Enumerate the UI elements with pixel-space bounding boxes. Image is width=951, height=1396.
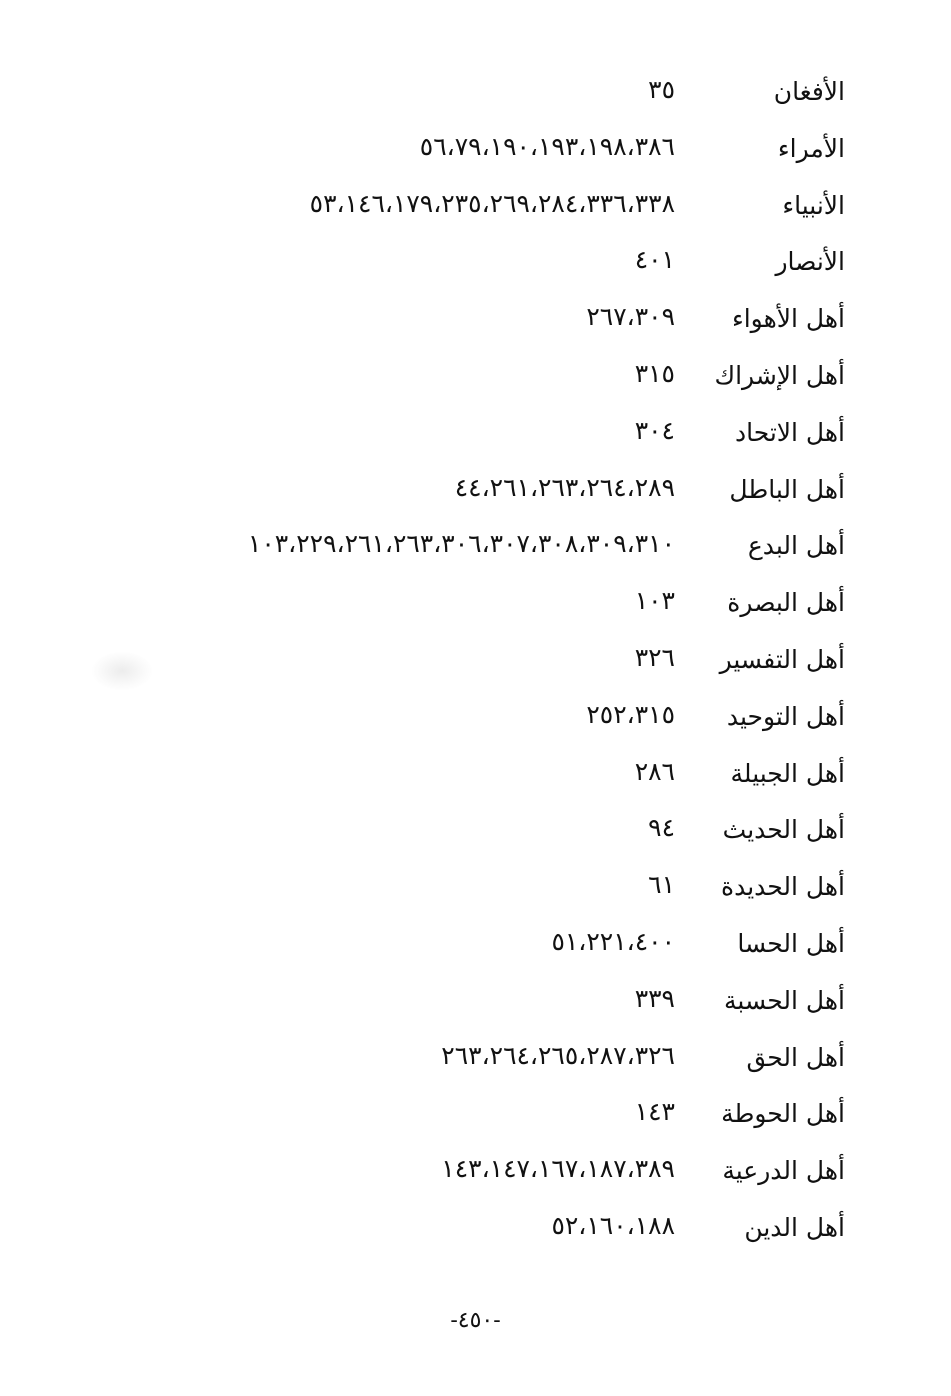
index-page-refs: ٣٥: [648, 75, 675, 104]
index-entry: [100, 810, 845, 867]
index-entry: [100, 299, 845, 356]
index-term: أهل الحق: [746, 1042, 845, 1072]
index-entry: [100, 867, 845, 924]
index-term: الأفغان: [773, 77, 845, 106]
index-list: [100, 72, 845, 1265]
index-term: أهل الحسا: [737, 928, 845, 958]
index-entry: [100, 640, 845, 697]
index-page-refs: ٦١: [648, 870, 675, 900]
index-entry: [100, 356, 845, 413]
index-term: أهل الحديدة: [720, 872, 845, 902]
index-term: أهل الجبيلة: [730, 758, 845, 788]
index-entry: [100, 583, 845, 640]
index-term: الأنصار: [775, 247, 845, 277]
index-page-refs: ٢٥٢،٣١٥: [586, 699, 675, 729]
index-page-refs: ١٤٣: [634, 1097, 675, 1127]
index-page-refs: ٢٦٧،٣٠٩: [586, 302, 675, 332]
index-entry: [100, 754, 845, 811]
index-term: أهل الحوطة: [721, 1099, 845, 1129]
index-term: أهل التوحيد: [726, 701, 845, 731]
index-page-refs: ٣١٥: [634, 358, 675, 388]
index-term: أهل الأهواء: [731, 304, 845, 334]
index-entry: [100, 1038, 845, 1095]
index-entry: [100, 1151, 845, 1208]
index-entry: [100, 1208, 845, 1265]
index-page-refs: ٣٣٩: [634, 983, 675, 1013]
index-entry: [100, 526, 845, 583]
index-entry: [100, 186, 845, 243]
index-entry: [100, 413, 845, 470]
index-entry: [100, 72, 845, 129]
index-page-refs: ٩٤: [648, 813, 675, 843]
index-page-refs: ٢٦٣،٢٦٤،٢٦٥،٢٨٧،٣٢٦: [441, 1040, 675, 1070]
index-page-refs: ٢٨٦: [634, 756, 675, 786]
index-term: أهل الدرعية: [722, 1156, 845, 1186]
index-term: أهل الباطل: [729, 474, 845, 504]
index-page-refs: ١٠٣،٢٢٩،٢٦١،٢٦٣،٣٠٦،٣٠٧،٣٠٨،٣٠٩،٣١٠: [247, 529, 675, 559]
index-term: أهل البدع: [747, 531, 845, 561]
index-term: أهل الحديث: [722, 815, 845, 845]
index-entry: [100, 1094, 845, 1151]
index-term: أهل البصرة: [727, 588, 845, 618]
index-term: الأمراء: [777, 133, 845, 163]
index-term: أهل الإشراك: [714, 360, 845, 390]
index-entry: [100, 242, 845, 299]
index-entry: [100, 697, 845, 754]
index-page-refs: ٥٢،١٦٠،١٨٨: [551, 1210, 675, 1240]
index-term: أهل الاتحاد: [734, 417, 845, 447]
index-term: أهل التفسير: [719, 644, 845, 674]
index-term: أهل الدين: [744, 1212, 845, 1242]
index-page-refs: ٣٢٦: [634, 642, 675, 672]
index-entry: [100, 981, 845, 1038]
index-term: أهل الحسبة: [724, 985, 845, 1015]
index-page-refs: ٤٤،٢٦١،٢٦٣،٢٦٤،٢٨٩: [454, 472, 675, 502]
index-page-refs: ٣٠٤: [634, 415, 675, 445]
index-page-refs: ٥١،٢٢١،٤٠٠: [551, 926, 675, 956]
index-page-refs: ٤٠١: [634, 245, 675, 275]
index-entry: [100, 470, 845, 527]
index-entry: [100, 924, 845, 981]
index-page-refs: ٥٦،٧٩،١٩٠،١٩٣،١٩٨،٣٨٦: [419, 131, 675, 161]
index-page-refs: ١٤٣،١٤٧،١٦٧،١٨٧،٣٨٩: [441, 1154, 675, 1184]
index-entry: [100, 129, 845, 186]
index-page-refs: ١٠٣: [634, 586, 675, 616]
page-number: -٤٥٠-: [450, 1308, 501, 1333]
index-term: الأنبياء: [782, 190, 845, 220]
index-page-refs: ٥٣،١٤٦،١٧٩،٢٣٥،٢٦٩،٢٨٤،٣٣٦،٣٣٨: [309, 188, 675, 218]
